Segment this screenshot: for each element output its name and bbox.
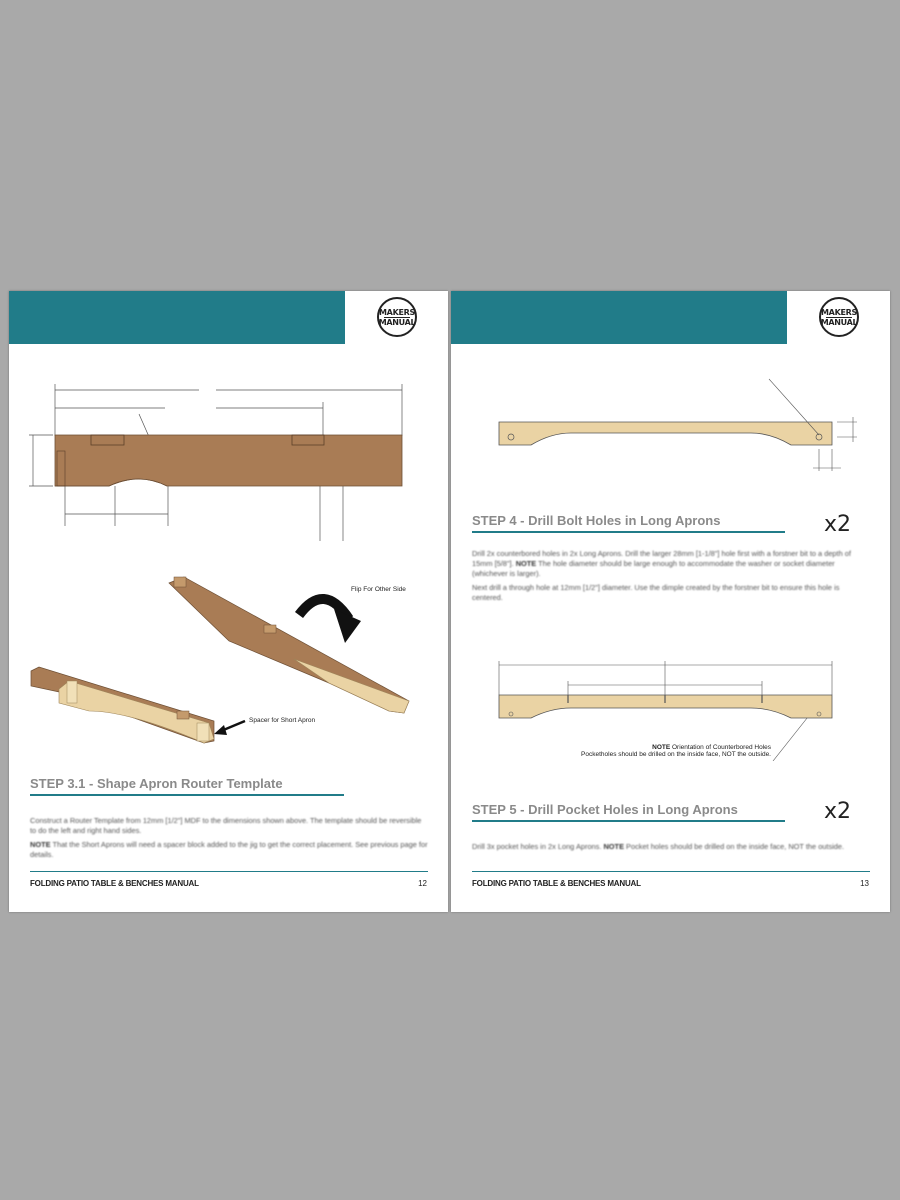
header-banner	[9, 291, 345, 344]
footer-rule	[30, 871, 428, 872]
step-5-title: STEP 5 - Drill Pocket Holes in Long Aprons	[472, 802, 738, 817]
step-5-text-b: Pocket holes should be drilled on the inside face, NOT the outside.	[624, 842, 845, 851]
step-title-rule	[472, 820, 785, 822]
spacer-arrowhead-icon	[214, 725, 227, 735]
note-label: NOTE	[652, 744, 671, 751]
orientation-note-detail: Pocketholes should be drilled on the inside face, NOT the outside.	[581, 751, 771, 758]
footer-title: FOLDING PATIO TABLE & BENCHES MANUAL	[30, 879, 199, 888]
logo-text-top: MAKERS	[821, 307, 857, 317]
router-template-drawing	[9, 376, 448, 546]
mdf-template-shape	[55, 435, 402, 486]
manual-page-right	[451, 291, 890, 912]
note-text: That the Short Aprons will need a spacer block added to the jig to get the correct placement. See previous page for details.	[30, 840, 428, 859]
note-label: NOTE	[30, 840, 51, 849]
manual-page-left	[9, 291, 448, 912]
page-number: 13	[860, 879, 869, 888]
page-number: 12	[418, 879, 427, 888]
step-4-text-a: Drill 2x counterbored holes in 2x Long Aprons. Drill the larger 28mm [1-1/8"] hole first with a forstner bit to a depth of 15mm [5/8"].	[472, 549, 851, 568]
step-5-quantity: x2	[824, 799, 852, 824]
step-title-rule	[472, 531, 785, 533]
step-4-title: STEP 4 - Drill Bolt Holes in Long Aprons	[472, 513, 721, 528]
step-4-quantity: x2	[824, 512, 852, 537]
footer-title: FOLDING PATIO TABLE & BENCHES MANUAL	[472, 879, 641, 888]
step-3-1-note	[30, 840, 428, 860]
step-5-paragraph	[472, 842, 870, 852]
spacer-label: Spacer for Short Apron	[249, 717, 316, 724]
orientation-note	[581, 744, 771, 758]
step-5-text-a: Drill 3x pocket holes in 2x Long Aprons.	[472, 842, 604, 851]
logo-text-bottom: MANUAL	[378, 317, 416, 327]
step-4-body	[472, 549, 870, 607]
step-3-1-body	[30, 816, 428, 864]
header-banner	[451, 291, 787, 344]
step-3-1-paragraph: Construct a Router Template from 12mm [1/2"] MDF to the dimensions shown above. The template should be reversible to do the left and right hand sides.	[30, 816, 422, 835]
footer-rule	[472, 871, 870, 872]
note-label: NOTE	[603, 842, 624, 851]
step-title-rule	[30, 794, 344, 796]
step-4-paragraph-1	[472, 549, 870, 579]
note-label: NOTE	[515, 559, 537, 568]
makers-manual-logo	[819, 297, 859, 337]
template-lower-render	[31, 667, 214, 743]
orientation-note-title: Orientation of Counterbored Holes	[670, 744, 771, 751]
template-upper-render	[169, 577, 409, 713]
long-apron	[499, 422, 832, 445]
step-5-body	[472, 842, 870, 856]
logo-text-bottom: MANUAL	[820, 317, 858, 327]
step-4-paragraph-2: Next drill a through hole at 12mm [1/2"] diameter. Use the dimple created by the forstner bit to ensure this hole is centered.	[472, 583, 840, 602]
bolt-holes-drawing	[451, 371, 890, 481]
template-jig-render	[9, 571, 448, 751]
step-4-text-b: The hole diameter should be large enough to accommodate the washer or socket diameter (whichever is larger).	[472, 559, 835, 578]
logo-text-top: MAKERS	[379, 307, 415, 317]
step-3-1-title: STEP 3.1 - Shape Apron Router Template	[30, 776, 283, 791]
flip-label: Flip For Other Side	[351, 586, 406, 593]
makers-manual-logo	[377, 297, 417, 337]
